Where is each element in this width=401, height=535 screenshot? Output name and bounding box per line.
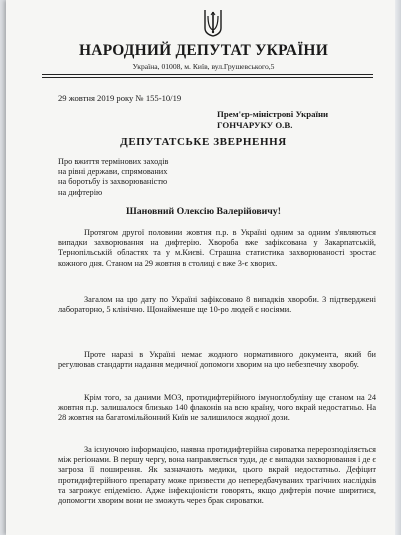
document-page (6, 0, 401, 535)
salutation: Шановний Олексію Валерійовичу! (126, 206, 281, 217)
page-edge (395, 0, 401, 535)
letterhead-address: Україна, 01008, м. Київ, вул.Грушевського,5 (132, 62, 275, 71)
subject-line: на боротьбу із захворюваністю (58, 177, 168, 187)
recipient-block (217, 109, 328, 131)
recipient-position: Прем'єр-міністрові України (217, 109, 329, 119)
recipient-name: ГОНЧАРУКУ О.В. (217, 120, 293, 130)
letterhead-divider-thin (42, 77, 373, 78)
letterhead-title: НАРОДНИЙ ДЕПУТАТ УКРАЇНИ (79, 42, 328, 59)
body-paragraph: Проте наразі в Україні немає жодного нормативного документа, який би регулював стандарти надання медичної допомоги хворим на цю небезпечну хворобу. (58, 350, 376, 370)
document-date-reference: 29 жовтня 2019 року № 155-10/19 (58, 93, 182, 103)
subject-line: на дифтерію (58, 187, 103, 197)
subject-line: на рівні держави, спрямованих (58, 167, 168, 177)
body-paragraph: Загалом на цю дату по Україні зафіксовано 8 випадків хвороби. 3 підтверджені лабораторно, 5 клінічно. Щонайменше ще 10-ро людей є носіями. (58, 295, 376, 315)
body-paragraph: Крім того, за даними МОЗ, протидифтерійного імуноглобуліну ще станом на 24 жовтня п.р. залишалося близько 140 флаконів на всю країну, чого вкрай недостатньо. На 28 жовтня на багатомільйонний Київ не залишилося жодної дози. (58, 393, 376, 423)
body-paragraph: Протягом другої половини жовтня п.р. в Україні одним за одним з'являються випадки захворювання на дифтерію. Хвороба вже зафіксована у Закарпатській, Тернопільській областях та у м.Києві. Страшна статистика захворюваності зростає кожного дня. Станом на 29 жовтня в столиці є вже 3-є хворих. (58, 228, 376, 268)
trident-emblem-icon (203, 8, 223, 38)
subject-block (58, 157, 168, 198)
document-heading: ДЕПУТАТСЬКЕ ЗВЕРНЕННЯ (120, 136, 287, 148)
letterhead-divider (42, 74, 373, 75)
subject-line: Про вжиття термінових заходів (58, 157, 169, 166)
body-paragraph: За існуючою інформацією, наявна протидифтерійна сироватка перерозподіляється між регіонами. В першу чергу, вона направляється туди, де є випадки захворювання і де є загроза її поширення. Як зазначають медики, цього вкрай недостатньо. Дефіцит протидифтерійного препарату може призвести до непередбачуваних трагічних наслідків та загрожує епідемією. Адже інфекціоністи говорять, якщо дифтерія почне ширитися, допомогти хворим вони не зможуть через брак сироватки. (58, 445, 376, 506)
